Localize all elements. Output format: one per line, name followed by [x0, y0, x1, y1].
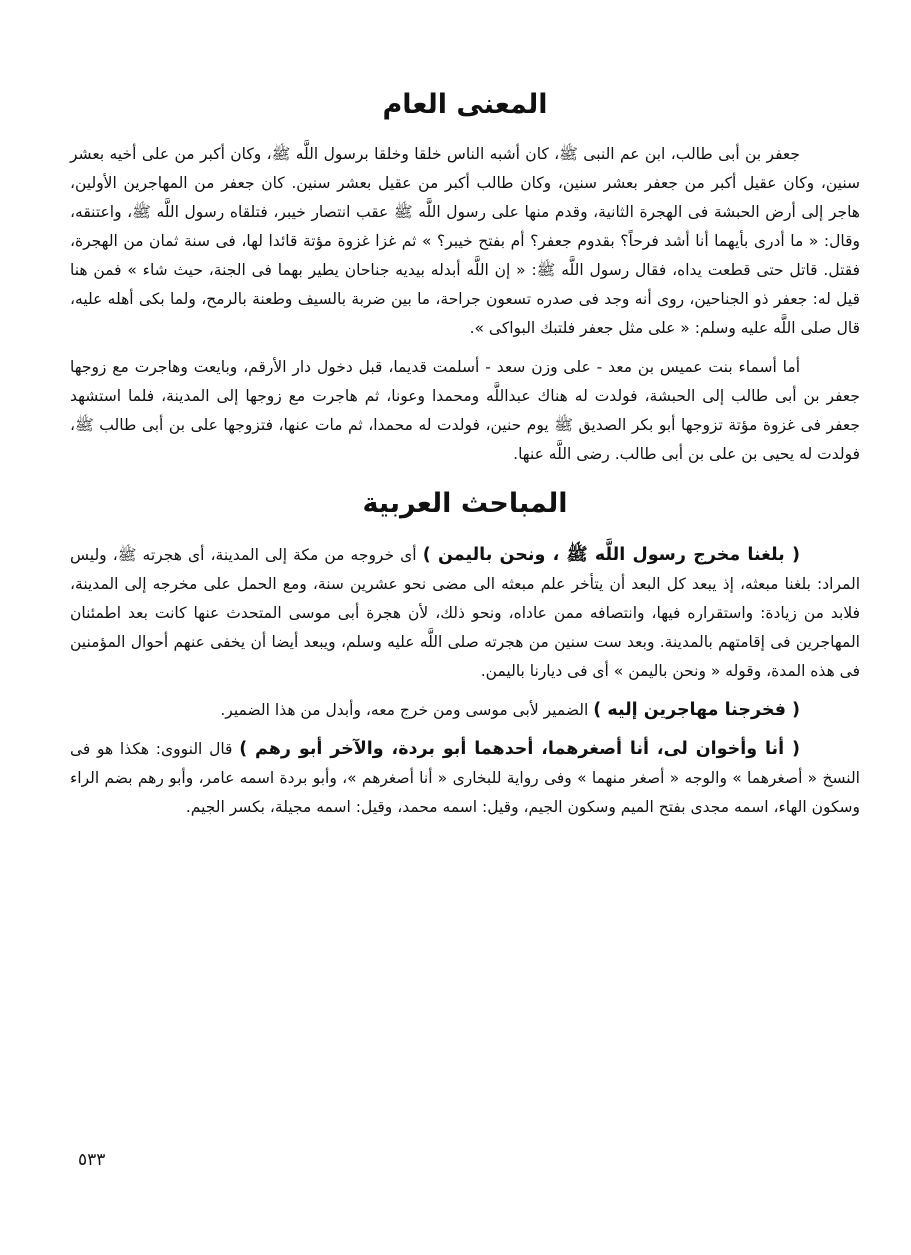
paragraph-jafar: جعفر بن أبى طالب، ابن عم النبى ﷺ، كان أشبه الناس خلقا وخلقا برسول اللَّه ﷺ، وكان أكبر من على أخيه بعشر سنين، وكان عقيل أكبر من جعفر بعشر سنين، وكان طالب أكبر من عقيل بعشر سنين. كان جعفر من المهاجرين الأولين، هاجر إلى أرض الحبشة فى الهجرة الثانية، وقدم منها على رسول اللَّه ﷺ عقب انتصار خيبر، فتلقاه رسول اللَّه ﷺ، واعتنقه، وقال: « ما أدرى بأيهما أنا أشد فرحاً؟ بقدوم جعفر؟ أم بفتح خيبر؟ » ثم غزا غزوة مؤتة قائدا لها، فى سنة ثمان من الهجرة، فقتل. قاتل حتى قطعت يداه، فقال رسول اللَّه ﷺ: « إن اللَّه أبدله بيديه جناحان يطير بهما فى الجنة، حيث شاء » فمن هنا قيل له: جعفر ذو الجناحين، روى أنه وجد فى صدره تسعون جراحة، ما بين ضربة بالسيف وطعنة بالرمح، ولما بكى أهله عليه، قال صلى اللَّه عليه وسلم: « على مثل جعفر فلتبك البواكى ». — [70, 145, 860, 337]
book-page — [70, 80, 860, 822]
discussion-lemma: ( فخرجنا مهاجرين إليه ) — [593, 700, 800, 720]
discussion-lemma: ( أنا وأخوان لى، أنا أصغرهما، أحدهما أبو بردة، والآخر أبو رهم ) — [239, 739, 800, 759]
paragraph-asma: أما أسماء بنت عميس بن معد - على وزن سعد - أسلمت قديما، قبل دخول دار الأرقم، وبايعت وهاجرت مع زوجها جعفر بن أبى طالب إلى الحبشة، فولدت له هناك عبداللَّه ومحمدا وعونا، ثم هاجرت مع زوجها إلى المدينة، فلما استشهد جعفر فى غزوة مؤتة تزوجها أبو بكر الصديق ﷺ يوم حنين، فولدت له محمدا، ثم مات عنها، فتزوجها على بن أبى طالب ﷺ، فولدت له يحيى بن على بن أبى طالب. رضى اللَّه عنها. — [70, 358, 860, 463]
discussion-entry — [70, 735, 860, 822]
discussion-entry — [70, 541, 860, 686]
discussion-text: أى خروجه من مكة إلى المدينة، أى هجرته ﷺ، وليس المراد: بلغنا مبعثه، إذ يبعد كل البعد أن يتأخر علم مبعثه الى مضى نحو عشرين سنة، ومع الحمل على مخرجه إلى المدينة، فلابد من زيادة: واستقراره فيها، وانتصافه ممن عاداه، ونحو ذلك، لأن هجرة أبى موسى المتحدث عنها كانت بعد اطمئنان المهاجرين فى إقامتهم بالمدينة. وبعد ست سنين من هجرته صلى اللَّه عليه وسلم، ويبعد أيضا أن يخفى عنهم أحوال المؤمنين فى هذه المدة، وقوله « ونحن باليمن » أى فى ديارنا باليمن. — [70, 546, 860, 680]
discussion-text: الضمير لأبى موسى ومن خرج معه، وأبدل من هذا الضمير. — [220, 701, 589, 719]
discussion-lemma: ( بلغنا مخرج رسول اللَّه ﷺ ، ونحن باليمن ) — [422, 545, 800, 565]
discussion-text: قال النووى: هكذا هو فى النسخ « أصغرهما » والوجه « أصغر منهما » وفى رواية للبخارى « أنا أصغرهم »، وأبو بردة اسمه عامر، وأبو رهم بضم الراء وسكون الهاء، اسمه مجدى بفتح الميم وسكون الجيم، وقيل: اسمه محمد، وقيل: اسمه مجيلة، بكسر الجيم. — [70, 740, 860, 816]
page-number: ٥٣٣ — [78, 1150, 106, 1170]
section-title-arabic-discussions: المباحث العربية — [362, 488, 568, 519]
discussion-entry — [70, 696, 860, 725]
section-title-general-meaning: المعنى العام — [382, 89, 548, 120]
